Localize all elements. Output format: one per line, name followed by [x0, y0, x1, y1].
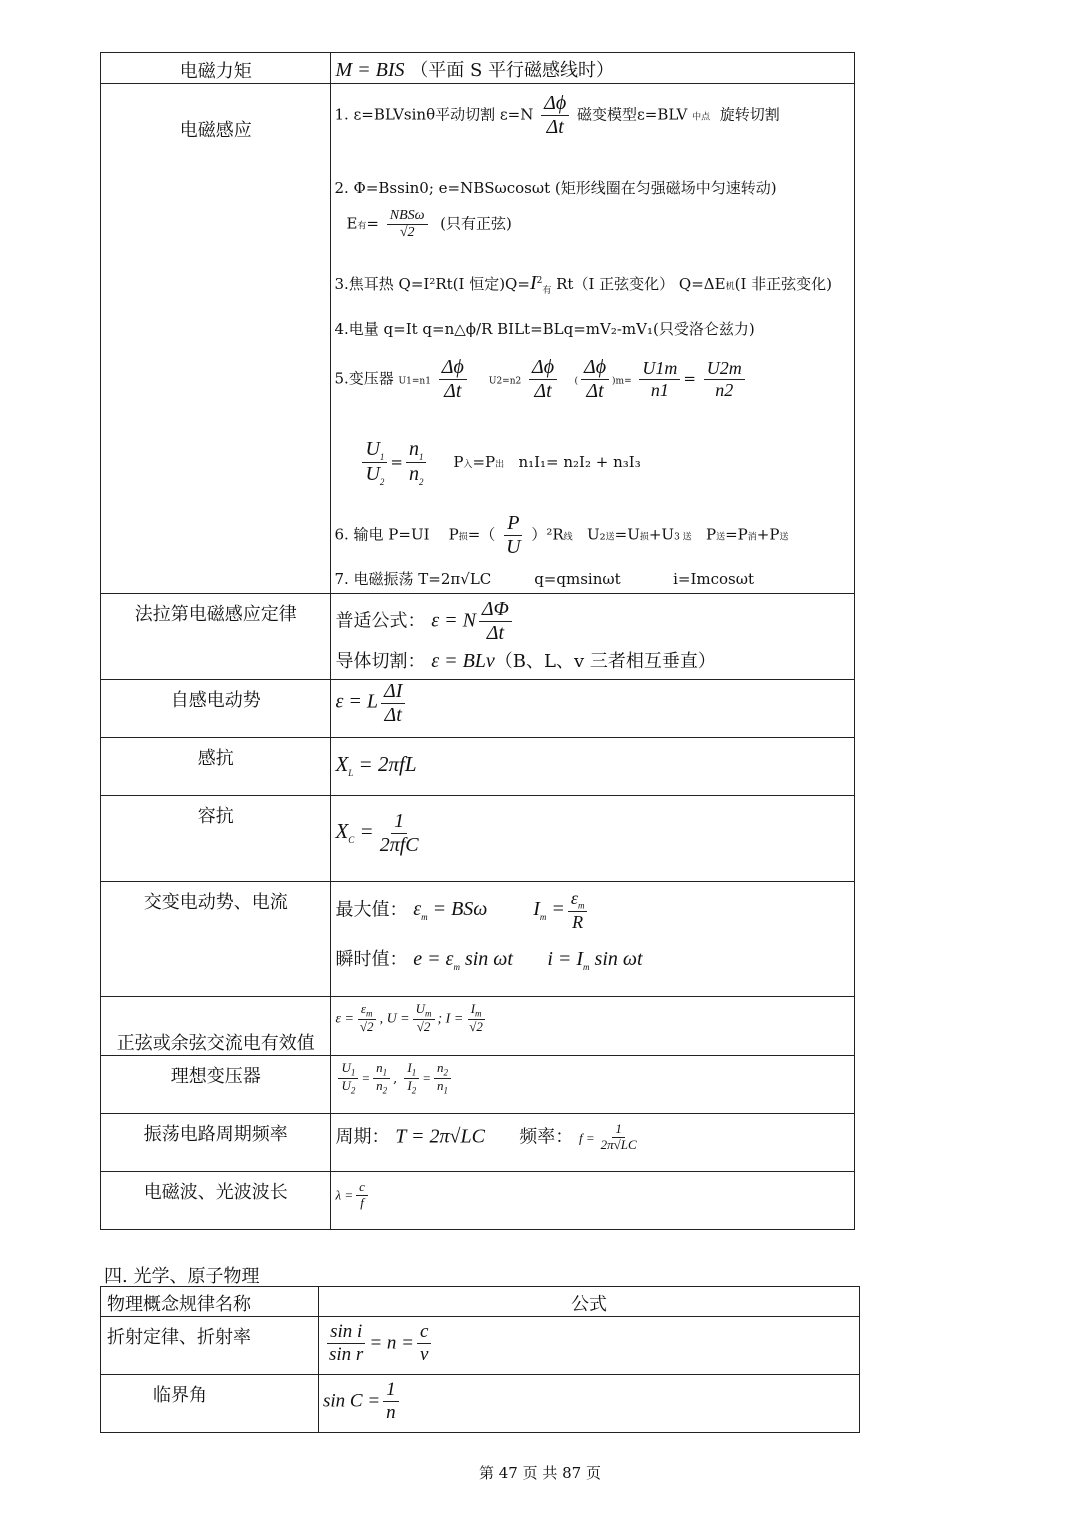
- row-name: 临界角: [101, 1375, 319, 1433]
- row-name: 电磁力矩: [101, 53, 331, 84]
- header-name: 物理概念规律名称: [101, 1287, 319, 1317]
- row-name: 正弦或余弦交流电有效值: [101, 997, 331, 1056]
- row-formula: 普适公式： ε = N $\frac{\Delta\Phi}{\Delta t}$ 导体切割： ε = BLv（B、L、v 三者相互垂直）: [331, 594, 855, 680]
- formula-table: [100, 52, 855, 1230]
- section-title: 四. 光学、原子物理: [104, 1266, 260, 1287]
- row-name: 自感电动势: [101, 680, 331, 738]
- row-formula: 周期： T = 2π√LC 频率： f = $\frac{1}{2\pi√LC}$: [331, 1114, 855, 1172]
- row-formula: sin C = $\frac{1}{n}$: [319, 1375, 860, 1433]
- row-name: 感抗: [101, 738, 331, 796]
- header-formula: 公式: [319, 1287, 860, 1317]
- row-name: 容抗: [101, 796, 331, 882]
- row-formula: 最大值： $\varepsilon_m = BS\omega$ $I_m$ = $\frac{\varepsilon_m}{R}$ 瞬时值： $e = \varepsilon_m$ sin ωt $i = I_m$ sin ωt: [331, 882, 855, 997]
- row-name: 理想变压器: [101, 1056, 331, 1114]
- row-formula: $\frac{\text{sin i}}{\text{sin r}}$ = n = $\frac{c}{v}$: [319, 1317, 860, 1375]
- row-name: 振荡电路周期频率: [101, 1114, 331, 1172]
- row-name: 交变电动势、电流: [101, 882, 331, 997]
- row-name: 电磁波、光波波长: [101, 1172, 331, 1230]
- page-footer: 第 47 页 共 87 页: [478, 1464, 601, 1482]
- row-name: 法拉第电磁感应定律: [101, 594, 331, 680]
- row-formula: λ = $\frac{c}{f}$: [331, 1172, 855, 1230]
- row-formula: ε = L $\frac{\Delta I}{\Delta t}$: [331, 680, 855, 738]
- row-name: 电磁感应: [101, 84, 331, 594]
- row-formula: M = BIS （平面 S 平行磁感线时）: [331, 53, 855, 84]
- row-formula: $X_C$ = 1 2πfC: [331, 796, 855, 882]
- row-formula: 1. ε=BLVsinθ平动切割 ε=N $\frac{\Delta\phi}{\Delta t}$ 磁变模型ε=BLV 中点 旋转切割 2. Φ=Bssin0; e=NBSωcosωt (矩形线圈在匀强磁场中匀速转动) E有= NBSω √2 (只有正弦) 3.焦耳热 Q=I²Rt(I 恒定)$Q=I^2_有$ Rt（I 正弦变化） Q=ΔE机(I 非正弦变化) 4.电量 q=It q=n△ϕ/R BILt=BLq=mV₂-mV₁(只受洛仑兹力) 5.变压器 U1=n1 $\frac{\Delta\phi}{\Delta t}$ U2=n2 $\frac{\Delta\phi}{\Delta t}$ ( $\frac{\Delta\phi}{\Delta t}$ )m= $\frac{U1m}{n1}$ = $\frac{U2m}{n2}$ $\frac{U_1}{U_2}$ = $\frac{n_1}{n_2}$ P入=P出 n₁I₁= n₂I₂ + n₃I₃ 6. 输电 P=UI P损=（ $\frac{P}{U}$ ）²R线 U₂送=U损+U3 送 P送=P消+P送 7. 电磁振荡 T=2π√LC q=qmsinωt i=Imcosωt: [331, 84, 855, 594]
- row-formula: ε = $\frac{\varepsilon_m}{√2}$ , U = $\frac{U_m}{√2}$ ; I = $\frac{I_m}{√2}$: [331, 997, 855, 1056]
- row-formula: $\frac{U_1}{U_2}$ = $\frac{n_1}{n_2}$ , $\frac{I_1}{I_2}$ = $\frac{n_2}{n_1}$: [331, 1056, 855, 1114]
- row-formula: $X_L = 2\pi fL$: [331, 738, 855, 796]
- optics-table: [100, 1286, 860, 1433]
- row-name: 折射定律、折射率: [101, 1317, 319, 1375]
